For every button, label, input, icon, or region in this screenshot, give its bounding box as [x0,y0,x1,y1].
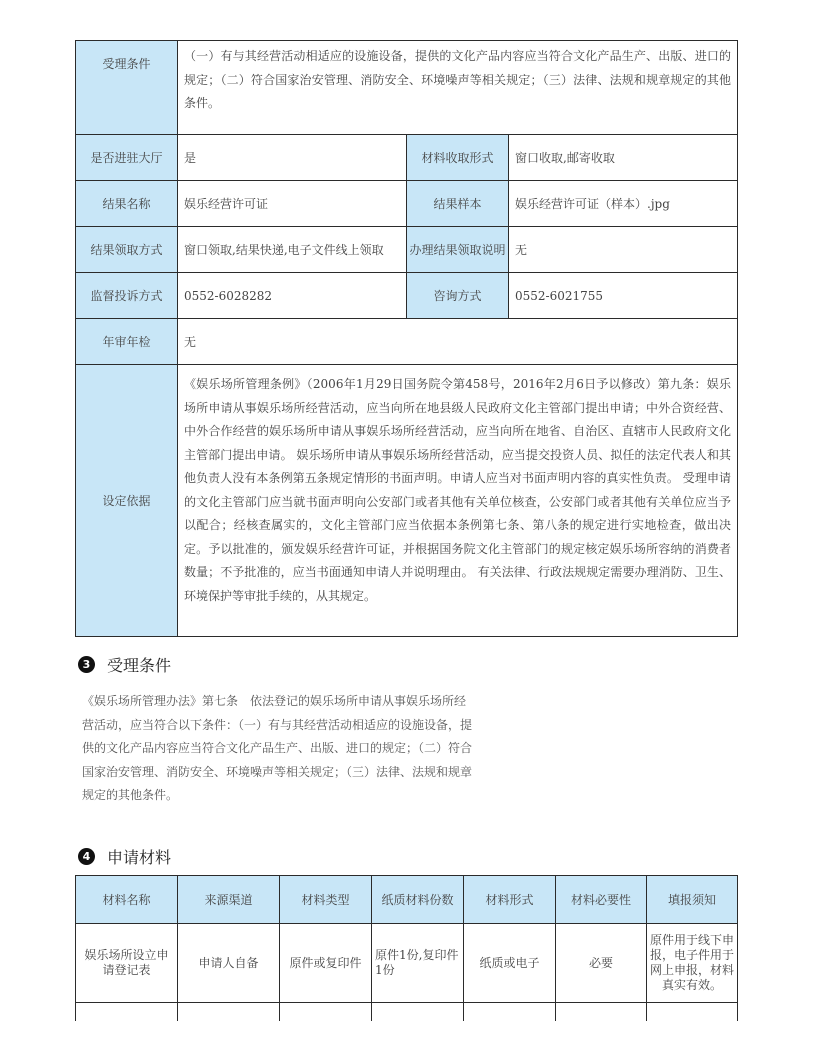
material-name: 娱乐场所设立申请登记表 [76,924,178,1003]
section-number-badge: 3 [78,656,95,673]
hall-label: 是否进驻大厅 [76,135,178,181]
material-necessity: 必要 [556,924,647,1003]
table-row-partial [76,1003,738,1022]
basis-value: 《娱乐场所管理条例》（2006年1月29日国务院令第458号，2016年2月6日予以修改）第九条：娱乐场所申请从事娱乐场所经营活动，应当向所在地县级人民政府文化主管部门提出申请；中外合资经营、中外合作经营的娱乐场所申请从事娱乐场所经营活动，应当向所在地省、自治区、直辖市人民政府文化主管部门提出申请。 娱乐场所申请从事娱乐场所经营活动，应当提交投资人员、拟任的法定代表人和其他负责人没有本条例第五条规定情形的书面声明。申请人应当对书面声明内容的真实性负责。 受理申请的文化主管部门应当就书面声明向公安部门或者其他有关单位核查，公安部门或者其他有关单位应当予以配合；经核查属实的，文化主管部门应当依据本条例第七条、第八条的规定进行实地检查，做出决定。予以批准的，颁发娱乐经营许可证，并根据国务院文化主管部门的规定核定娱乐场所容纳的消费者数量；不予批准的，应当书面通知申请人并说明理由。 有关法律、行政法规规定需要办理消防、卫生、环境保护等审批手续的，从其规定。 [178,365,738,637]
consult-value: 0552-6021755 [509,273,738,319]
basis-label: 设定依据 [76,365,178,637]
pickup-label: 结果领取方式 [76,227,178,273]
col-header-necessity: 材料必要性 [556,876,647,924]
col-header-copies: 纸质材料份数 [372,876,464,924]
section-3-text: 《娱乐场所管理办法》第七条 依法登记的娱乐场所申请从事娱乐场所经营活动，应当符合以下条件：（一）有与其经营活动相适应的设施设备，提供的文化产品内容应当符合文化产品生产、出版、进口的规定；（二）符合国家治安管理、消防安全、环境噪声等相关规定；（三）法律、法规和规章规定的其他条件。 [82,694,473,802]
section-title: 受理条件 [107,655,172,675]
result-name-label: 结果名称 [76,181,178,227]
complaint-value: 0552-6028282 [178,273,407,319]
material-form: 纸质或电子 [464,924,556,1003]
info-table [75,40,738,637]
material-form-label: 材料收取形式 [407,135,509,181]
section-title: 申请材料 [107,847,172,867]
material-notes: 原件用于线下申报，电子件用于网上申报，材料真实有效。 [647,924,738,1003]
material-form-value: 窗口收取,邮寄收取 [509,135,738,181]
complaint-row [76,273,738,319]
pickup-desc-value: 无 [509,227,738,273]
result-name-value: 娱乐经营许可证 [178,181,407,227]
result-sample-label: 结果样本 [407,181,509,227]
table-row [76,924,738,1003]
pickup-row [76,227,738,273]
annual-row [76,319,738,365]
hall-value: 是 [178,135,407,181]
col-header-type: 材料类型 [280,876,372,924]
annual-label: 年审年检 [76,319,178,365]
col-header-form: 材料形式 [464,876,556,924]
conditions-value: （一）有与其经营活动相适应的设施设备，提供的文化产品内容应当符合文化产品生产、出版、进口的规定；（二）符合国家治安管理、消防安全、环境噪声等相关规定；（三）法律、法规和规章规定的其他条件。 [178,41,738,135]
hall-row [76,135,738,181]
annual-value: 无 [178,319,738,365]
conditions-label: 受理条件 [76,41,178,135]
result-name-row [76,181,738,227]
materials-header-row [76,876,738,924]
col-header-source: 来源渠道 [178,876,280,924]
pickup-desc-label: 办理结果领取说明 [407,227,509,273]
section-3-heading [78,652,171,676]
col-header-name: 材料名称 [76,876,178,924]
complaint-label: 监督投诉方式 [76,273,178,319]
material-copies: 原件1份,复印件1份 [372,924,464,1003]
material-source: 申请人自备 [178,924,280,1003]
col-header-notes: 填报须知 [647,876,738,924]
pickup-value: 窗口领取,结果快递,电子文件线上领取 [178,227,407,273]
section-number-badge: 4 [78,848,95,865]
result-sample-link[interactable]: 娱乐经营许可证（样本）.jpg [509,181,738,227]
material-type: 原件或复印件 [280,924,372,1003]
conditions-row [76,41,738,135]
consult-label: 咨询方式 [407,273,509,319]
section-4-heading [78,844,171,868]
basis-row [76,365,738,637]
materials-table [75,875,738,1021]
